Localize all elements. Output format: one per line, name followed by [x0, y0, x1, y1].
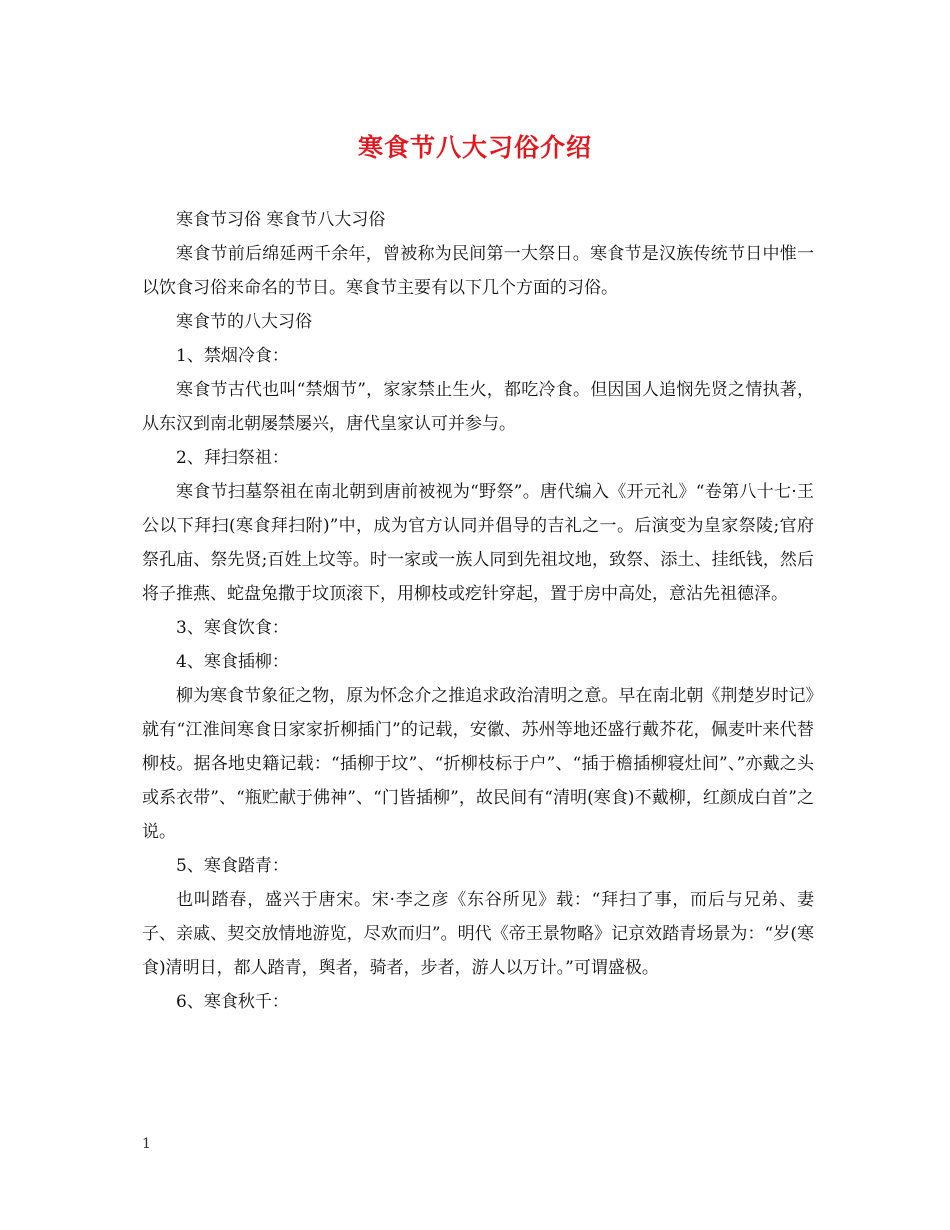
paragraph-section-heading: 寒食节的八大习俗: [176, 312, 312, 332]
paragraph-item-2-heading: 2、拜扫祭祖：: [176, 448, 289, 468]
paragraph-item-6-heading: 6、寒食秋千：: [176, 992, 289, 1012]
paragraph-subtitle: 寒食节习俗 寒食节八大习俗: [176, 210, 386, 230]
paragraph-item-3-heading: 3、寒食饮食：: [176, 618, 289, 638]
paragraph-item-1-body: 寒食节古代也叫“禁烟节”，家家禁止生火，都吃冷食。但因国人追悯先贤之情执著，从东汉到南北朝屡禁屡兴，唐代皇家认可并参与。: [142, 380, 814, 434]
paragraph-item-1-heading: 1、禁烟冷食：: [176, 346, 289, 366]
paragraph-item-4-body: 柳为寒食节象征之物，原为怀念介之推追求政治清明之意。早在南北朝《荆楚岁时记》就有“江淮间寒食日家家折柳插门”的记载，安徽、苏州等地还盛行戴芥花，佩麦叶来代替柳枝。据各地史籍记载：“插柳于坟”、“折柳枝标于户”、“插于檐插柳寝灶间”、”亦戴之头或系衣带”、“瓶贮献于佛神”、“门皆插柳”，故民间有“清明(寒食)不戴柳，红颜成白首”之说。: [142, 686, 814, 842]
document-body: [142, 203, 814, 1019]
page-number: 1: [142, 1136, 151, 1152]
paragraph-item-4-heading: 4、寒食插柳：: [176, 652, 289, 672]
paragraph-item-2-body: 寒食节扫墓祭祖在南北朝到唐前被视为“野祭”。唐代编入《开元礼》“卷第八十七·王公以下拜扫(寒食拜扫附)”中，成为官方认同并倡导的吉礼之一。后演变为皇家祭陵;官府祭孔庙、祭先贤;百姓上坟等。时一家或一族人同到先祖坟地，致祭、添土、挂纸钱，然后将子推燕、蛇盘兔撒于坟顶滚下，用柳枝或疙针穿起，置于房中高处，意沾先祖德泽。: [142, 482, 814, 604]
document-title: 寒食节八大习俗介绍: [357, 133, 592, 162]
paragraph-intro: 寒食节前后绵延两千余年，曾被称为民间第一大祭日。寒食节是汉族传统节日中惟一以饮食习俗来命名的节日。寒食节主要有以下几个方面的习俗。: [142, 244, 814, 298]
paragraph-item-5-heading: 5、寒食踏青：: [176, 856, 289, 876]
paragraph-item-5-body: 也叫踏春，盛兴于唐宋。宋·李之彦《东谷所见》载：“拜扫了事，而后与兄弟、妻子、亲戚、契交放情地游览，尽欢而归”。明代《帝王景物略》记京效踏青场景为：“岁(寒食)清明日，都人踏青，舆者，骑者，步者，游人以万计。”可谓盛极。: [142, 890, 814, 978]
